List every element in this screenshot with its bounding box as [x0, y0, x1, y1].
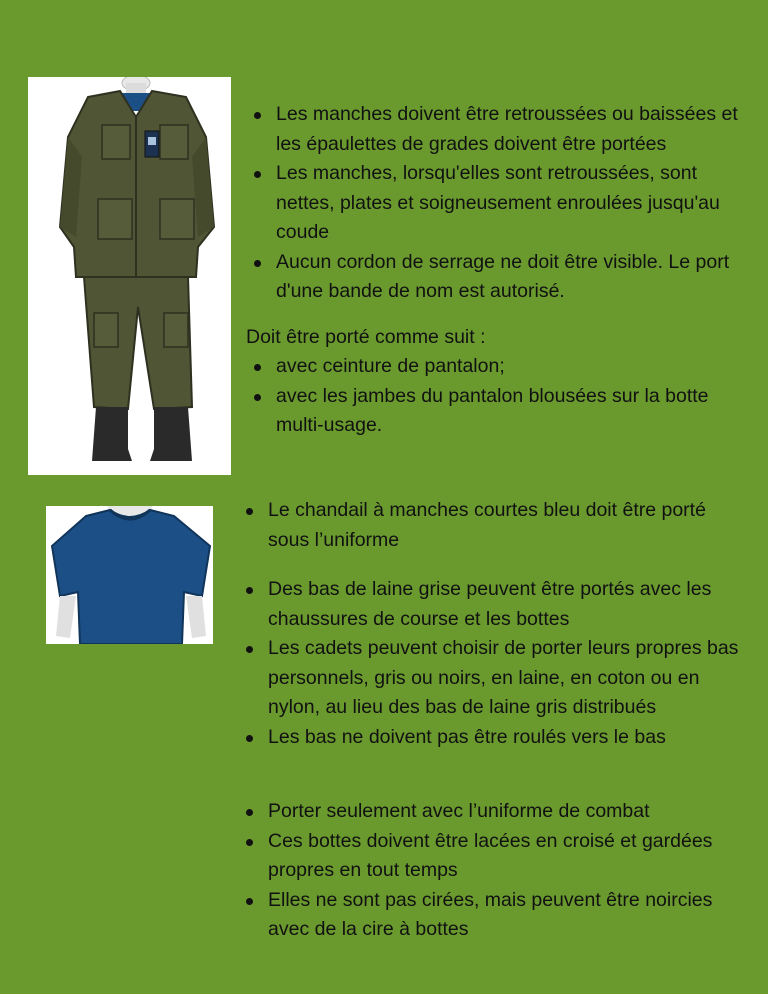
list-item: avec les jambes du pantalon blousées sur la botte multi-usage. [246, 382, 760, 441]
blue-tshirt-illustration [46, 506, 213, 644]
list-item: Les bas ne doivent pas être roulés vers le bas [238, 723, 748, 753]
worn-as-list [246, 352, 760, 441]
list-item: Des bas de laine grise peuvent être portés avec les chaussures de course et les bottes [238, 575, 748, 634]
uniform-rules-list [246, 100, 760, 307]
combat-uniform-image [28, 77, 231, 475]
shirt-rules-list [238, 496, 748, 555]
socks-rules-list [238, 575, 748, 752]
list-item: Porter seulement avec l’uniforme de combat [238, 797, 748, 827]
worn-as-heading: Doit être porté comme suit : [246, 325, 486, 348]
shirt-section [238, 496, 748, 555]
list-item: Les manches doivent être retroussées ou baissées et les épaulettes de grades doivent être portées [246, 100, 760, 159]
list-item: Elles ne sont pas cirées, mais peuvent être noircies avec de la cire à bottes [238, 886, 748, 945]
list-item: Les manches, lorsqu'elles sont retroussées, sont nettes, plates et soigneusement enroulées jusqu'au coude [246, 159, 760, 248]
list-item: Ces bottes doivent être lacées en croisé et gardées propres en tout temps [238, 827, 748, 886]
socks-section [238, 575, 748, 752]
boots-section [238, 797, 748, 945]
list-item: Le chandail à manches courtes bleu doit être porté sous l’uniforme [238, 496, 748, 555]
list-item: Les cadets peuvent choisir de porter leurs propres bas personnels, gris ou noirs, en laine, en coton ou en nylon, au lieu des bas de laine gris distribués [238, 634, 748, 723]
list-item: avec ceinture de pantalon; [246, 352, 760, 382]
list-item: Aucun cordon de serrage ne doit être visible. Le port d'une bande de nom est autorisé. [246, 248, 760, 307]
uniform-section [246, 100, 760, 441]
blue-tshirt-image [46, 506, 213, 644]
combat-uniform-illustration [28, 77, 231, 475]
boots-rules-list [238, 797, 748, 945]
